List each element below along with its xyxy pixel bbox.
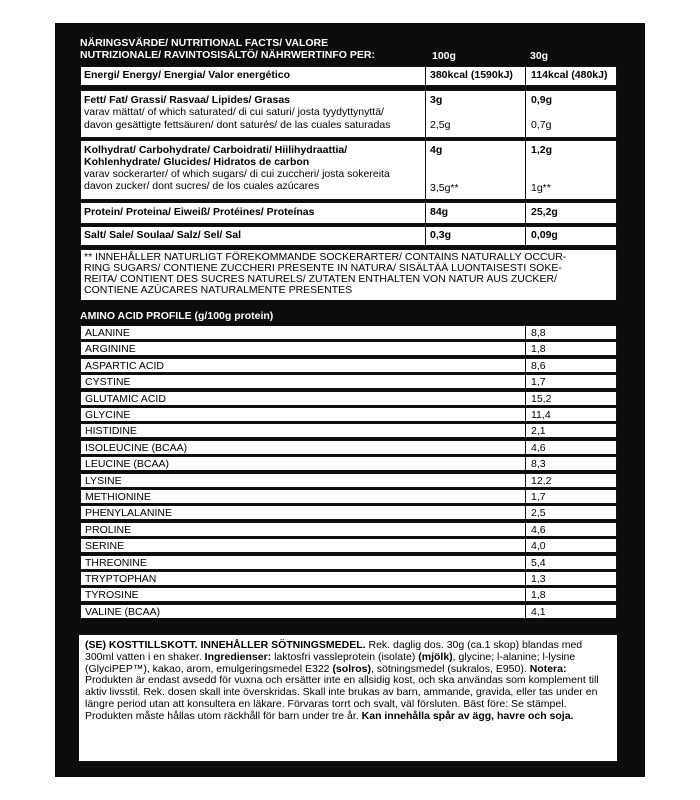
amino-acid-row — [80, 456, 617, 471]
amino-acid-name: LYSINE — [85, 474, 122, 487]
amino-acid-value: 1,8 — [531, 343, 546, 356]
allergen-milk: (mjölk) — [418, 650, 453, 663]
amino-acid-value: 1,3 — [531, 573, 546, 585]
header-col-100g: 100g — [432, 50, 456, 62]
amino-acid-row — [80, 325, 617, 340]
amino-acid-divider — [525, 457, 526, 470]
protein-30g: 25,2g — [531, 206, 558, 218]
column-divider-2 — [525, 66, 526, 246]
amino-acid-name: METHIONINE — [85, 491, 151, 503]
fat-saturated-label-2: davon gesättigte fettsäuren/ dont saturés/ de las cuales saturadas — [84, 119, 391, 131]
amino-acid-row — [80, 473, 617, 488]
sugars-label-2: davon zucker/ dont sucres/ de los cuales azúcares — [84, 180, 320, 192]
amino-acid-row — [80, 358, 617, 373]
note-label: Notera: — [529, 662, 567, 675]
sugar-note-line-2: RING SUGARS/ CONTIENE ZUCCHERI PRESENTE IN NATURA/ SISÄLTÄÄ LUONTAISESTI SOKE- — [84, 262, 562, 274]
energy-30g: 114kcal (480kJ) — [531, 69, 608, 81]
protein-100g: 84g — [430, 206, 449, 218]
amino-acid-value: 11,4 — [531, 409, 551, 421]
header-line-2: NUTRIZIONALE/ RAVINTOSISÄLTÖ/ NÄHRWERTINFO PER: — [80, 49, 375, 61]
fat-label: Fett/ Fat/ Grassi/ Rasvaa/ Lipides/ Grasas — [84, 94, 291, 106]
amino-acid-row — [80, 341, 617, 356]
amino-acid-row — [80, 489, 617, 504]
sugars-label-1: varav sockerarter/ of which sugars/ di cui zuccheri/ josta sokereita — [84, 168, 390, 180]
amino-acid-divider — [525, 572, 526, 585]
amino-acid-divider — [525, 375, 526, 388]
amino-acid-name: HISTIDINE — [85, 425, 137, 438]
salt-100g: 0,3g — [430, 229, 452, 241]
amino-acid-name: CYSTINE — [85, 376, 131, 389]
amino-acid-divider — [525, 523, 526, 536]
amino-acid-divider — [525, 342, 526, 355]
amino-acid-value: 8,6 — [531, 359, 546, 372]
amino-acid-divider — [525, 408, 526, 421]
amino-acid-value: 4,1 — [531, 605, 546, 618]
salt-30g: 0,09g — [531, 229, 558, 241]
ingredients-text-1: laktosfri vassleprotein (isolate) — [271, 650, 419, 663]
amino-acid-row — [80, 391, 617, 406]
amino-acid-row — [80, 538, 617, 553]
sugars-100g: 3,5g** — [430, 182, 459, 194]
protein-label: Protein/ Proteina/ Eiweiß/ Protéines/ Proteínas — [84, 206, 315, 218]
sugar-note-line-1: ** INNEHÅLLER NATURLIGT FÖREKOMMANDE SOCKERARTER/ CONTAINS NATURALLY OCCUR- — [84, 251, 567, 263]
amino-acid-row — [80, 374, 617, 389]
amino-acid-divider — [525, 326, 526, 339]
amino-acid-value: 4,6 — [531, 523, 546, 536]
amino-acid-name: ALANINE — [85, 327, 130, 339]
amino-acid-value: 8,8 — [531, 327, 546, 339]
amino-acid-value: 15,2 — [531, 392, 552, 405]
amino-acid-name: GLUTAMIC ACID — [85, 392, 166, 405]
sugars-30g: 1g** — [531, 182, 551, 194]
amino-acid-title: AMINO ACID PROFILE (g/100g protein) — [80, 310, 274, 322]
amino-acid-name: ISOLEUCINE (BCAA) — [85, 441, 188, 454]
energy-100g: 380kcal (1590kJ) — [430, 69, 513, 81]
carb-100g: 4g — [430, 144, 443, 156]
amino-acid-value: 2,1 — [531, 425, 546, 438]
amino-acid-row — [80, 440, 617, 455]
ingredients-label: Ingredienser: — [204, 650, 272, 663]
amino-acid-value: 1,7 — [531, 491, 546, 503]
amino-acid-value: 4,6 — [531, 441, 546, 454]
amino-acid-row — [80, 407, 617, 422]
declaration-heading: (SE) KOSTTILLSKOTT. INNEHÅLLER SÖTNINGSMEDEL. — [85, 639, 366, 651]
ingredients-text-3: , sötningsmedel (sukralos, E950). — [370, 662, 530, 675]
sugar-note-line-3: REITA/ CONTIENT DES SUCRES NATURELS/ ZUTATEN ENTHALTEN VON NATUR AUS ZUCKER/ — [84, 273, 557, 285]
saturated-30g: 0,7g — [531, 119, 552, 131]
energy-label: Energi/ Energy/ Energia/ Valor energético — [84, 69, 290, 81]
salt-label: Salt/ Sale/ Soulaa/ Salz/ Sel/ Sal — [84, 229, 241, 241]
trace-warning: Kan innehålla spår av ägg, havre och soja. — [361, 709, 574, 722]
amino-acid-divider — [525, 539, 526, 552]
carb-label-2: Kohlenhydrate/ Glucides/ Hidratos de carbon — [84, 156, 310, 168]
amino-acid-row — [80, 604, 617, 619]
column-divider-1 — [425, 66, 426, 246]
declaration-dosage: Rek. daglig dos. 30g (ca.1 skop) blandas med 300ml vatten i en shaker. — [85, 639, 583, 663]
amino-acid-divider — [525, 605, 526, 618]
note-text: Produkten är endast avsedd för vuxna och ersätter inte en allsidig kost, och ska användas som komplement till aktiv livsstil. Rek. dosen skall inte överskridas. Skall inte brukas av barn, ammande, gravida, eller tas under en längre period utan att konsultera en läkare. Förvaras torrt och svalt, väl försluten. Bäst före: Se stämpel. Produkten måste hållas utom räckhåll för barn under tre år. — [85, 674, 599, 722]
amino-acid-value: 1,8 — [531, 589, 546, 602]
amino-acid-divider — [525, 588, 526, 601]
amino-acid-divider — [525, 474, 526, 487]
amino-acid-divider — [525, 556, 526, 569]
amino-acid-row — [80, 587, 617, 602]
amino-acid-name: TYROSINE — [85, 589, 139, 602]
fat-saturated-label-1: varav mättat/ of which saturated/ di cui saturi/ josta tyydyttynyttä/ — [84, 106, 384, 118]
ingredients-text-2: , glycine; l-alanine; l-lysine (GlyciPEP™), kakao, arom, emulgeringsmedel E322 — [85, 650, 576, 675]
carb-label-1: Kolhydrat/ Carbohydrate/ Carboidrati/ Hiilihydraattia/ — [84, 144, 348, 156]
amino-acid-name: PROLINE — [85, 523, 132, 536]
amino-acid-value: 5,4 — [531, 556, 546, 569]
amino-acid-row — [80, 522, 617, 537]
amino-acid-name: GLYCINE — [85, 409, 131, 421]
amino-acid-value: 4,0 — [531, 540, 546, 553]
amino-acid-divider — [525, 424, 526, 437]
amino-acid-divider — [525, 392, 526, 405]
amino-acid-divider — [525, 490, 526, 503]
amino-acid-name: SERINE — [85, 540, 125, 553]
amino-acid-name: TRYPTOPHAN — [85, 573, 157, 585]
amino-acid-divider — [525, 359, 526, 372]
amino-acid-value: 8,3 — [531, 458, 546, 471]
saturated-100g: 2,5g — [430, 119, 451, 131]
header-col-30g: 30g — [530, 50, 549, 62]
amino-acid-value: 12,2 — [531, 474, 552, 487]
allergen-sunflower: (solros) — [332, 662, 371, 675]
amino-acid-value: 2,5 — [531, 507, 546, 520]
amino-acid-divider — [525, 441, 526, 454]
amino-acid-name: ARGININE — [85, 343, 136, 356]
amino-acid-divider — [525, 506, 526, 519]
amino-acid-name: LEUCINE (BCAA) — [85, 458, 170, 471]
amino-acid-name: THREONINE — [85, 556, 147, 569]
amino-acid-name: ASPARTIC ACID — [85, 359, 164, 372]
fat-30g: 0,9g — [531, 94, 553, 106]
header-line-1: NÄRINGSVÄRDE/ NUTRITIONAL FACTS/ VALORE — [80, 37, 329, 49]
fat-100g: 3g — [430, 94, 443, 106]
declaration-box — [78, 634, 618, 762]
amino-acid-row — [80, 505, 617, 520]
amino-acid-name: PHENYLALANINE — [85, 507, 172, 520]
sugar-note-line-4: CONTIENE AZÚCARES NATURALMENTE PRESENTES — [84, 284, 353, 296]
amino-acid-row — [80, 555, 617, 570]
amino-acid-row — [80, 571, 617, 586]
carb-30g: 1,2g — [531, 144, 553, 156]
amino-acid-row — [80, 423, 617, 438]
amino-acid-value: 1,7 — [531, 376, 546, 389]
amino-acid-name: VALINE (BCAA) — [85, 605, 161, 618]
